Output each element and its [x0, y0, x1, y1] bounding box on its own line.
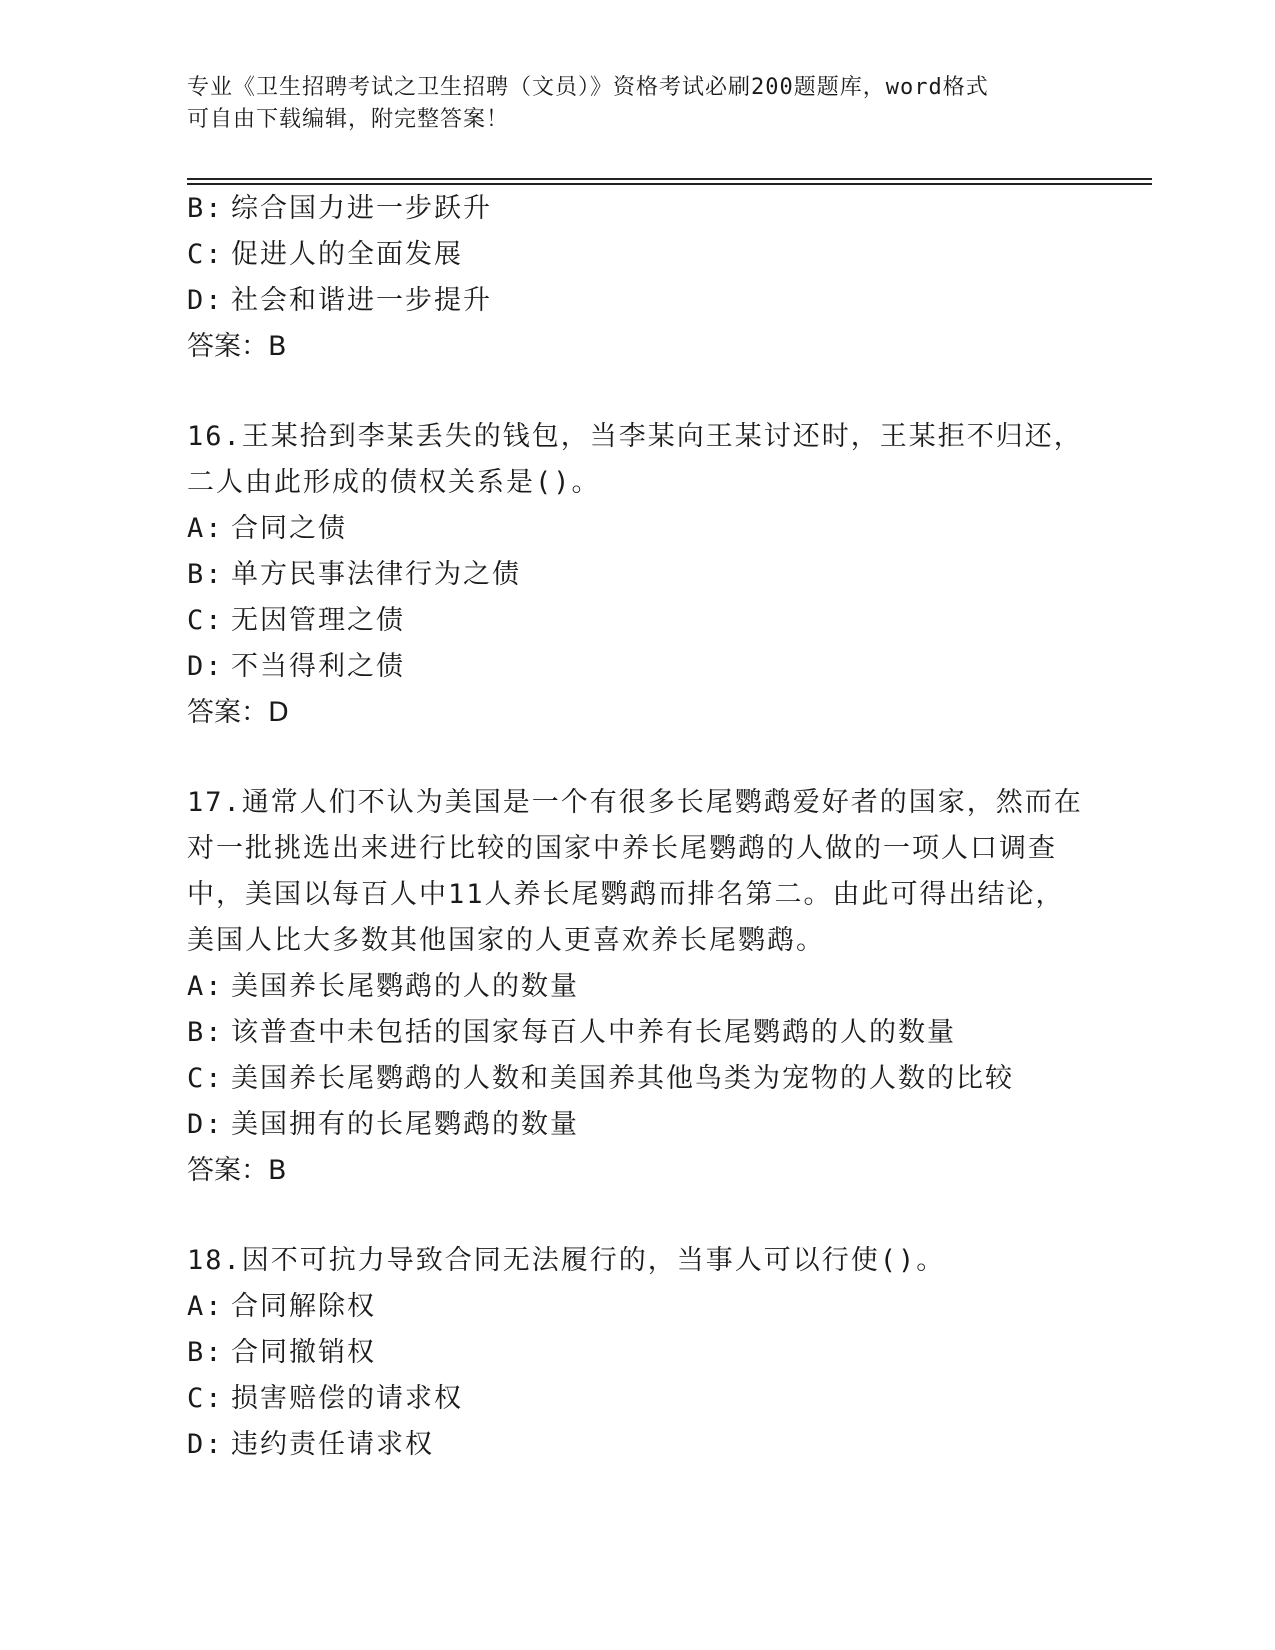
question-block-15-continued — [187, 186, 1087, 370]
option-label: C: — [187, 239, 224, 270]
option-text: 损害赔偿的请求权 — [231, 1383, 463, 1414]
option-b — [187, 1330, 1087, 1376]
answer-line: 答案：B — [187, 1155, 287, 1186]
question-list — [187, 186, 1087, 1468]
option-text: 美国养长尾鹦鹉的人数和美国养其他鸟类为宠物的人数的比较 — [231, 1063, 1014, 1094]
header-line-1: 专业《卫生招聘考试之卫生招聘（文员）》资格考试必刷200题题库，word格式 — [187, 75, 989, 100]
question-text: 二人由此形成的债权关系是()。 — [187, 467, 601, 498]
question-text: 17.通常人们不认为美国是一个有很多长尾鹦鹉爱好者的国家，然而在 — [187, 787, 1083, 818]
option-text: 违约责任请求权 — [231, 1429, 434, 1460]
question-text: 美国人比大多数其他国家的人更喜欢养长尾鹦鹉。 — [187, 925, 825, 956]
option-c — [187, 1056, 1087, 1102]
answer-line: 答案：B — [187, 331, 287, 362]
question-block-17 — [187, 780, 1087, 1194]
option-b — [187, 552, 1087, 598]
option-label: D: — [187, 1429, 224, 1460]
page-header — [187, 72, 1067, 136]
option-d — [187, 278, 1087, 324]
option-label: D: — [187, 1109, 224, 1140]
question-text: 中，美国以每百人中11人养长尾鹦鹉而排名第二。由此可得出结论， — [187, 879, 1065, 910]
option-text: 美国养长尾鹦鹉的人的数量 — [231, 971, 579, 1002]
option-label: B: — [187, 1337, 224, 1368]
option-b — [187, 186, 1087, 232]
question-text: 18.因不可抗力导致合同无法履行的，当事人可以行使()。 — [187, 1245, 946, 1276]
option-text: 该普查中未包括的国家每百人中养有长尾鹦鹉的人的数量 — [231, 1017, 956, 1048]
option-text: 合同撤销权 — [231, 1337, 376, 1368]
option-d — [187, 1422, 1087, 1468]
header-divider-top — [187, 178, 1152, 180]
question-block-18 — [187, 1238, 1087, 1468]
option-c — [187, 232, 1087, 278]
option-d — [187, 1102, 1087, 1148]
option-label: C: — [187, 605, 224, 636]
option-label: D: — [187, 651, 224, 682]
answer-line: 答案：D — [187, 697, 289, 728]
option-label: D: — [187, 285, 224, 316]
option-d — [187, 644, 1087, 690]
option-b — [187, 1010, 1087, 1056]
option-text: 合同之债 — [231, 513, 347, 544]
option-text: 社会和谐进一步提升 — [231, 285, 492, 316]
option-label: B: — [187, 1017, 224, 1048]
option-label: A: — [187, 1291, 224, 1322]
option-text: 合同解除权 — [231, 1291, 376, 1322]
question-block-16 — [187, 414, 1087, 736]
option-text: 单方民事法律行为之债 — [231, 559, 521, 590]
option-label: C: — [187, 1063, 224, 1094]
option-a — [187, 964, 1087, 1010]
option-label: B: — [187, 559, 224, 590]
option-text: 美国拥有的长尾鹦鹉的数量 — [231, 1109, 579, 1140]
header-divider-bottom — [187, 183, 1152, 185]
spacer — [187, 1194, 1087, 1238]
question-text: 16.王某拾到李某丢失的钱包，当李某向王某讨还时，王某拒不归还， — [187, 421, 1083, 452]
option-text: 不当得利之债 — [231, 651, 405, 682]
option-a — [187, 506, 1087, 552]
option-label: A: — [187, 971, 224, 1002]
spacer — [187, 736, 1087, 780]
option-a — [187, 1284, 1087, 1330]
option-text: 综合国力进一步跃升 — [231, 193, 492, 224]
option-c — [187, 598, 1087, 644]
option-c — [187, 1376, 1087, 1422]
spacer — [187, 370, 1087, 414]
header-line-2: 可自由下载编辑，附完整答案！ — [187, 107, 510, 132]
option-text: 促进人的全面发展 — [231, 239, 463, 270]
option-label: B: — [187, 193, 224, 224]
question-text: 对一批挑选出来进行比较的国家中养长尾鹦鹉的人做的一项人口调查 — [187, 833, 1057, 864]
option-label: A: — [187, 513, 224, 544]
option-label: C: — [187, 1383, 224, 1414]
option-text: 无因管理之债 — [231, 605, 405, 636]
